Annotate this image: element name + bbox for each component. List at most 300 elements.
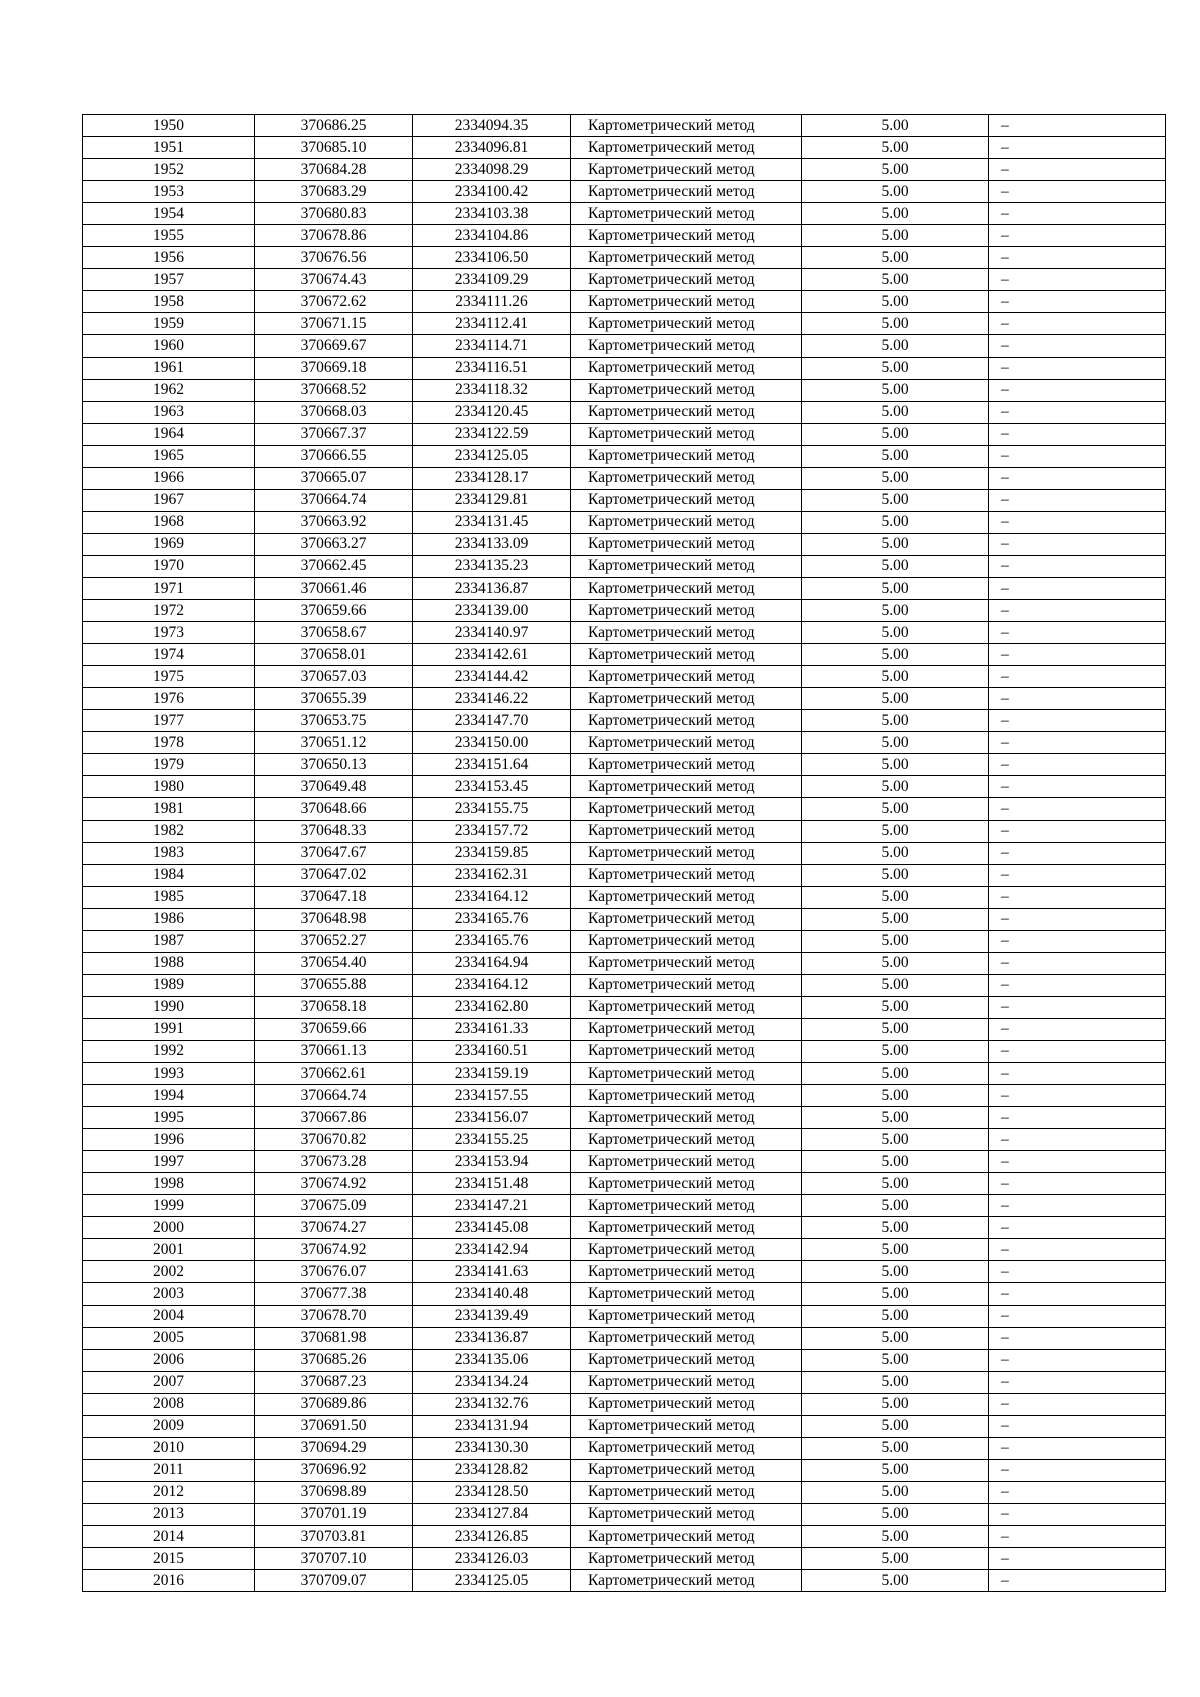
error-cell: 5.00 [802,1503,989,1525]
error-cell: 5.00 [802,313,989,335]
x-coordinate-cell: 370674.27 [255,1217,413,1239]
x-coordinate-cell: 370663.27 [255,533,413,555]
point-number-cell: 1952 [83,159,255,181]
method-cell: Картометрический метод [571,1349,802,1371]
method-cell: Картометрический метод [571,1151,802,1173]
x-coordinate-cell: 370669.18 [255,357,413,379]
note-cell: – [989,313,1166,335]
y-coordinate-cell: 2334165.76 [413,930,571,952]
method-cell: Картометрический метод [571,203,802,225]
table-row [83,467,1166,489]
method-cell: Картометрический метод [571,1217,802,1239]
y-coordinate-cell: 2334126.85 [413,1526,571,1548]
note-cell: – [989,225,1166,247]
y-coordinate-cell: 2334122.59 [413,423,571,445]
x-coordinate-cell: 370689.86 [255,1393,413,1415]
x-coordinate-cell: 370659.66 [255,1018,413,1040]
table-row [83,1349,1166,1371]
table-row [83,1261,1166,1283]
table-row [83,203,1166,225]
note-cell: – [989,1283,1166,1305]
table-row [83,357,1166,379]
error-cell: 5.00 [802,1393,989,1415]
x-coordinate-cell: 370673.28 [255,1151,413,1173]
table-row [83,291,1166,313]
x-coordinate-cell: 370648.98 [255,908,413,930]
x-coordinate-cell: 370668.03 [255,401,413,423]
x-coordinate-cell: 370667.37 [255,423,413,445]
method-cell: Картометрический метод [571,776,802,798]
error-cell: 5.00 [802,1459,989,1481]
point-number-cell: 1962 [83,379,255,401]
note-cell: – [989,952,1166,974]
point-number-cell: 1997 [83,1151,255,1173]
error-cell: 5.00 [802,423,989,445]
y-coordinate-cell: 2334160.51 [413,1040,571,1062]
method-cell: Картометрический метод [571,974,802,996]
method-cell: Картометрический метод [571,908,802,930]
x-coordinate-cell: 370662.61 [255,1063,413,1085]
error-cell: 5.00 [802,1437,989,1459]
method-cell: Картометрический метод [571,225,802,247]
x-coordinate-cell: 370686.25 [255,115,413,137]
table-row [83,1503,1166,1525]
method-cell: Картометрический метод [571,1526,802,1548]
method-cell: Картометрический метод [571,886,802,908]
y-coordinate-cell: 2334164.12 [413,974,571,996]
y-coordinate-cell: 2334139.49 [413,1305,571,1327]
point-number-cell: 2015 [83,1548,255,1570]
method-cell: Картометрический метод [571,732,802,754]
table-row [83,908,1166,930]
method-cell: Картометрический метод [571,1018,802,1040]
error-cell: 5.00 [802,974,989,996]
error-cell: 5.00 [802,864,989,886]
error-cell: 5.00 [802,1415,989,1437]
method-cell: Картометрический метод [571,820,802,842]
note-cell: – [989,357,1166,379]
table-row [83,1283,1166,1305]
method-cell: Картометрический метод [571,1393,802,1415]
method-cell: Картометрический метод [571,1503,802,1525]
x-coordinate-cell: 370659.66 [255,600,413,622]
note-cell: – [989,1018,1166,1040]
x-coordinate-cell: 370653.75 [255,710,413,732]
error-cell: 5.00 [802,467,989,489]
error-cell: 5.00 [802,445,989,467]
method-cell: Картометрический метод [571,930,802,952]
point-number-cell: 2003 [83,1283,255,1305]
x-coordinate-cell: 370709.07 [255,1570,413,1592]
coordinates-table [82,114,1166,1592]
point-number-cell: 1954 [83,203,255,225]
error-cell: 5.00 [802,181,989,203]
note-cell: – [989,247,1166,269]
error-cell: 5.00 [802,1195,989,1217]
table-row [83,776,1166,798]
table-row [83,644,1166,666]
x-coordinate-cell: 370665.07 [255,467,413,489]
point-number-cell: 1971 [83,577,255,599]
note-cell: – [989,511,1166,533]
table-row [83,1129,1166,1151]
method-cell: Картометрический метод [571,1437,802,1459]
table-row [83,622,1166,644]
table-row [83,137,1166,159]
error-cell: 5.00 [802,908,989,930]
y-coordinate-cell: 2334147.21 [413,1195,571,1217]
x-coordinate-cell: 370652.27 [255,930,413,952]
point-number-cell: 2004 [83,1305,255,1327]
y-coordinate-cell: 2334156.07 [413,1107,571,1129]
table-row [83,820,1166,842]
y-coordinate-cell: 2334159.19 [413,1063,571,1085]
y-coordinate-cell: 2334134.24 [413,1371,571,1393]
method-cell: Картометрический метод [571,798,802,820]
point-number-cell: 1984 [83,864,255,886]
y-coordinate-cell: 2334116.51 [413,357,571,379]
note-cell: – [989,974,1166,996]
y-coordinate-cell: 2334104.86 [413,225,571,247]
y-coordinate-cell: 2334109.29 [413,269,571,291]
x-coordinate-cell: 370655.88 [255,974,413,996]
point-number-cell: 2014 [83,1526,255,1548]
table-row [83,159,1166,181]
point-number-cell: 1982 [83,820,255,842]
table-row [83,754,1166,776]
error-cell: 5.00 [802,159,989,181]
point-number-cell: 1976 [83,688,255,710]
x-coordinate-cell: 370658.01 [255,644,413,666]
error-cell: 5.00 [802,710,989,732]
note-cell: – [989,754,1166,776]
x-coordinate-cell: 370647.67 [255,842,413,864]
table-row [83,115,1166,137]
x-coordinate-cell: 370685.10 [255,137,413,159]
error-cell: 5.00 [802,1040,989,1062]
y-coordinate-cell: 2334100.42 [413,181,571,203]
error-cell: 5.00 [802,666,989,688]
point-number-cell: 2013 [83,1503,255,1525]
note-cell: – [989,1173,1166,1195]
y-coordinate-cell: 2334136.87 [413,577,571,599]
y-coordinate-cell: 2334162.31 [413,864,571,886]
error-cell: 5.00 [802,1217,989,1239]
error-cell: 5.00 [802,225,989,247]
method-cell: Картометрический метод [571,1195,802,1217]
note-cell: – [989,1481,1166,1503]
method-cell: Картометрический метод [571,247,802,269]
point-number-cell: 2002 [83,1261,255,1283]
y-coordinate-cell: 2334155.75 [413,798,571,820]
note-cell: – [989,1570,1166,1592]
error-cell: 5.00 [802,115,989,137]
point-number-cell: 1980 [83,776,255,798]
point-number-cell: 1992 [83,1040,255,1062]
error-cell: 5.00 [802,1085,989,1107]
point-number-cell: 1957 [83,269,255,291]
error-cell: 5.00 [802,577,989,599]
error-cell: 5.00 [802,291,989,313]
point-number-cell: 1974 [83,644,255,666]
note-cell: – [989,908,1166,930]
method-cell: Картометрический метод [571,1283,802,1305]
method-cell: Картометрический метод [571,335,802,357]
x-coordinate-cell: 370647.02 [255,864,413,886]
x-coordinate-cell: 370647.18 [255,886,413,908]
table-row [83,1040,1166,1062]
point-number-cell: 1956 [83,247,255,269]
method-cell: Картометрический метод [571,600,802,622]
point-number-cell: 1986 [83,908,255,930]
x-coordinate-cell: 370677.38 [255,1283,413,1305]
error-cell: 5.00 [802,1151,989,1173]
table-row [83,1173,1166,1195]
table-row [83,269,1166,291]
table-row [83,1195,1166,1217]
x-coordinate-cell: 370664.74 [255,1085,413,1107]
point-number-cell: 1950 [83,115,255,137]
note-cell: – [989,1040,1166,1062]
point-number-cell: 1998 [83,1173,255,1195]
note-cell: – [989,1393,1166,1415]
y-coordinate-cell: 2334111.26 [413,291,571,313]
note-cell: – [989,1239,1166,1261]
x-coordinate-cell: 370703.81 [255,1526,413,1548]
method-cell: Картометрический метод [571,710,802,732]
x-coordinate-cell: 370663.92 [255,511,413,533]
note-cell: – [989,1129,1166,1151]
method-cell: Картометрический метод [571,1371,802,1393]
table-row [83,864,1166,886]
x-coordinate-cell: 370661.13 [255,1040,413,1062]
y-coordinate-cell: 2334157.72 [413,820,571,842]
method-cell: Картометрический метод [571,467,802,489]
error-cell: 5.00 [802,1239,989,1261]
x-coordinate-cell: 370681.98 [255,1327,413,1349]
x-coordinate-cell: 370662.45 [255,555,413,577]
x-coordinate-cell: 370678.70 [255,1305,413,1327]
note-cell: – [989,1217,1166,1239]
x-coordinate-cell: 370678.86 [255,225,413,247]
error-cell: 5.00 [802,1526,989,1548]
method-cell: Картометрический метод [571,1305,802,1327]
x-coordinate-cell: 370666.55 [255,445,413,467]
note-cell: – [989,269,1166,291]
x-coordinate-cell: 370658.67 [255,622,413,644]
table-row [83,1239,1166,1261]
method-cell: Картометрический метод [571,1173,802,1195]
error-cell: 5.00 [802,732,989,754]
table-row [83,1526,1166,1548]
method-cell: Картометрический метод [571,1570,802,1592]
method-cell: Картометрический метод [571,1261,802,1283]
point-number-cell: 1958 [83,291,255,313]
y-coordinate-cell: 2334144.42 [413,666,571,688]
table-row [83,379,1166,401]
point-number-cell: 1953 [83,181,255,203]
point-number-cell: 2010 [83,1437,255,1459]
method-cell: Картометрический метод [571,489,802,511]
y-coordinate-cell: 2334153.94 [413,1151,571,1173]
error-cell: 5.00 [802,776,989,798]
error-cell: 5.00 [802,269,989,291]
point-number-cell: 1991 [83,1018,255,1040]
note-cell: – [989,291,1166,313]
y-coordinate-cell: 2334146.22 [413,688,571,710]
table-row [83,577,1166,599]
point-number-cell: 1993 [83,1063,255,1085]
y-coordinate-cell: 2334131.94 [413,1415,571,1437]
point-number-cell: 1955 [83,225,255,247]
table-row [83,1393,1166,1415]
table-row [83,1371,1166,1393]
y-coordinate-cell: 2334130.30 [413,1437,571,1459]
x-coordinate-cell: 370661.46 [255,577,413,599]
method-cell: Картометрический метод [571,269,802,291]
method-cell: Картометрический метод [571,666,802,688]
method-cell: Картометрический метод [571,864,802,886]
error-cell: 5.00 [802,1548,989,1570]
x-coordinate-cell: 370670.82 [255,1129,413,1151]
point-number-cell: 1968 [83,511,255,533]
error-cell: 5.00 [802,1570,989,1592]
table-row [83,1327,1166,1349]
note-cell: – [989,335,1166,357]
method-cell: Картометрический метод [571,1107,802,1129]
y-coordinate-cell: 2334147.70 [413,710,571,732]
table-row [83,335,1166,357]
method-cell: Картометрический метод [571,842,802,864]
y-coordinate-cell: 2334128.82 [413,1459,571,1481]
y-coordinate-cell: 2334132.76 [413,1393,571,1415]
y-coordinate-cell: 2334103.38 [413,203,571,225]
note-cell: – [989,622,1166,644]
error-cell: 5.00 [802,930,989,952]
note-cell: – [989,1327,1166,1349]
note-cell: – [989,842,1166,864]
x-coordinate-cell: 370669.67 [255,335,413,357]
error-cell: 5.00 [802,203,989,225]
method-cell: Картометрический метод [571,754,802,776]
y-coordinate-cell: 2334114.71 [413,335,571,357]
note-cell: – [989,1459,1166,1481]
note-cell: – [989,555,1166,577]
y-coordinate-cell: 2334129.81 [413,489,571,511]
table-row [83,710,1166,732]
y-coordinate-cell: 2334159.85 [413,842,571,864]
point-number-cell: 1977 [83,710,255,732]
method-cell: Картометрический метод [571,644,802,666]
y-coordinate-cell: 2334120.45 [413,401,571,423]
error-cell: 5.00 [802,798,989,820]
point-number-cell: 2009 [83,1415,255,1437]
table-row [83,181,1166,203]
point-number-cell: 1988 [83,952,255,974]
point-number-cell: 2007 [83,1371,255,1393]
method-cell: Картометрический метод [571,291,802,313]
note-cell: – [989,137,1166,159]
point-number-cell: 1970 [83,555,255,577]
method-cell: Картометрический метод [571,1129,802,1151]
table-row [83,666,1166,688]
x-coordinate-cell: 370648.66 [255,798,413,820]
x-coordinate-cell: 370698.89 [255,1481,413,1503]
note-cell: – [989,666,1166,688]
y-coordinate-cell: 2334128.17 [413,467,571,489]
table-row [83,1107,1166,1129]
x-coordinate-cell: 370685.26 [255,1349,413,1371]
y-coordinate-cell: 2334094.35 [413,115,571,137]
point-number-cell: 1965 [83,445,255,467]
note-cell: – [989,710,1166,732]
x-coordinate-cell: 370676.56 [255,247,413,269]
table-row [83,1548,1166,1570]
table-row [83,533,1166,555]
x-coordinate-cell: 370687.23 [255,1371,413,1393]
point-number-cell: 1999 [83,1195,255,1217]
note-cell: – [989,577,1166,599]
note-cell: – [989,181,1166,203]
method-cell: Картометрический метод [571,115,802,137]
y-coordinate-cell: 2334126.03 [413,1548,571,1570]
note-cell: – [989,445,1166,467]
error-cell: 5.00 [802,247,989,269]
table-row [83,1481,1166,1503]
x-coordinate-cell: 370691.50 [255,1415,413,1437]
y-coordinate-cell: 2334125.05 [413,445,571,467]
note-cell: – [989,600,1166,622]
note-cell: – [989,1107,1166,1129]
point-number-cell: 1990 [83,996,255,1018]
error-cell: 5.00 [802,1305,989,1327]
table-row [83,886,1166,908]
error-cell: 5.00 [802,1018,989,1040]
error-cell: 5.00 [802,1107,989,1129]
table-row [83,423,1166,445]
note-cell: – [989,1195,1166,1217]
note-cell: – [989,996,1166,1018]
note-cell: – [989,776,1166,798]
note-cell: – [989,379,1166,401]
y-coordinate-cell: 2334128.50 [413,1481,571,1503]
note-cell: – [989,1349,1166,1371]
method-cell: Картометрический метод [571,577,802,599]
error-cell: 5.00 [802,1261,989,1283]
note-cell: – [989,1503,1166,1525]
method-cell: Картометрический метод [571,622,802,644]
x-coordinate-cell: 370657.03 [255,666,413,688]
note-cell: – [989,1526,1166,1548]
point-number-cell: 1961 [83,357,255,379]
table-row [83,555,1166,577]
point-number-cell: 2006 [83,1349,255,1371]
x-coordinate-cell: 370650.13 [255,754,413,776]
y-coordinate-cell: 2334112.41 [413,313,571,335]
y-coordinate-cell: 2334140.97 [413,622,571,644]
note-cell: – [989,820,1166,842]
method-cell: Картометрический метод [571,313,802,335]
method-cell: Картометрический метод [571,379,802,401]
x-coordinate-cell: 370674.92 [255,1173,413,1195]
y-coordinate-cell: 2334165.76 [413,908,571,930]
error-cell: 5.00 [802,1283,989,1305]
table-row [83,1018,1166,1040]
y-coordinate-cell: 2334131.45 [413,511,571,533]
point-number-cell: 1972 [83,600,255,622]
x-coordinate-cell: 370707.10 [255,1548,413,1570]
y-coordinate-cell: 2334098.29 [413,159,571,181]
